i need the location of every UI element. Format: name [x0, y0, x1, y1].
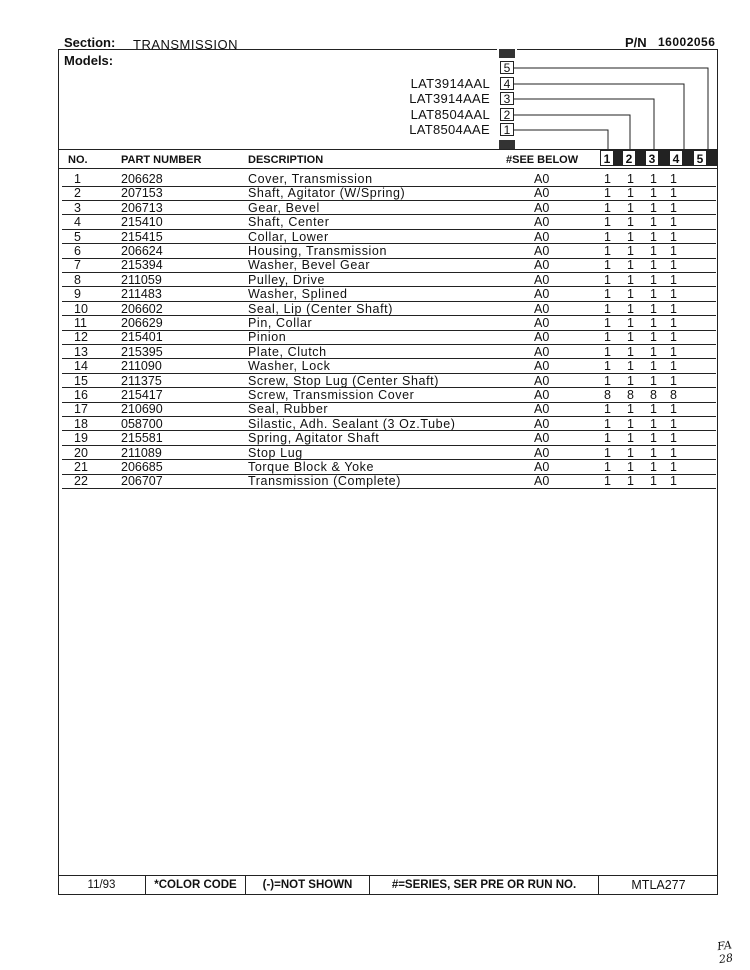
row-no: 8: [74, 272, 81, 287]
model-number-box: 2: [500, 108, 514, 121]
section-label: Section:: [64, 35, 116, 50]
row-qty-model-1: 1: [604, 200, 611, 215]
row-description: Plate, Clutch: [248, 344, 327, 359]
row-part-number: 215401: [121, 330, 163, 345]
row-qty-model-4: 1: [670, 244, 677, 258]
row-no: 17: [74, 402, 88, 417]
row-qty-model-2: 1: [627, 272, 634, 287]
row-qty-model-2: 1: [627, 460, 634, 474]
table-row: [64, 359, 716, 373]
row-qty-model-1: 1: [604, 272, 611, 287]
table-row: [64, 474, 716, 488]
col-header-separator: [659, 150, 669, 166]
col-header-separator: [614, 150, 622, 166]
row-no: 6: [74, 244, 81, 258]
model-name: LAT3914AAL: [410, 76, 490, 91]
row-no: 21: [74, 460, 88, 474]
row-see-below: A0: [534, 388, 550, 402]
col-header-model-5: 5: [693, 150, 707, 166]
row-description: Transmission (Complete): [248, 474, 401, 489]
col-header-model-1: 1: [600, 150, 614, 166]
row-description: Spring, Agitator Shaft: [248, 431, 380, 446]
row-qty-model-1: 1: [604, 460, 611, 474]
row-qty-model-4: 1: [670, 215, 677, 230]
table-row: [64, 244, 716, 258]
row-part-number: 211089: [121, 445, 162, 460]
row-part-number: 211483: [121, 287, 162, 302]
row-no: 20: [74, 445, 88, 460]
row-see-below: A0: [534, 445, 550, 460]
row-description: Torque Block & Yoke: [248, 460, 375, 474]
row-qty-model-2: 8: [627, 388, 634, 402]
row-qty-model-1: 1: [604, 431, 611, 446]
row-qty-model-3: 1: [650, 373, 657, 388]
row-qty-model-4: 1: [670, 200, 677, 215]
row-see-below: A0: [534, 301, 550, 316]
table-row: [64, 258, 716, 272]
row-qty-model-1: 1: [604, 316, 611, 330]
table-row: [64, 431, 716, 445]
row-qty-model-2: 1: [627, 316, 634, 330]
row-qty-model-3: 1: [650, 287, 657, 302]
row-qty-model-2: 1: [627, 402, 634, 417]
row-description: Screw, Transmission Cover: [248, 388, 415, 402]
row-qty-model-2: 1: [627, 416, 634, 431]
col-header-model-3: 3: [645, 150, 659, 166]
row-qty-model-2: 1: [627, 244, 634, 258]
row-qty-model-4: 1: [670, 316, 677, 330]
row-see-below: A0: [534, 272, 550, 287]
row-part-number: 210690: [121, 402, 163, 417]
table-row: [64, 460, 716, 474]
table-row: [64, 215, 716, 229]
row-qty-model-1: 1: [604, 215, 611, 230]
row-description: Cover, Transmission: [248, 172, 373, 186]
row-qty-model-2: 1: [627, 431, 634, 446]
row-description: Washer, Lock: [248, 359, 331, 374]
row-part-number: 215415: [121, 229, 163, 244]
row-no: 14: [74, 359, 88, 374]
row-qty-model-4: 1: [670, 229, 677, 244]
row-qty-model-1: 1: [604, 373, 611, 388]
row-see-below: A0: [534, 316, 550, 330]
row-qty-model-1: 1: [604, 344, 611, 359]
row-qty-model-2: 1: [627, 474, 634, 489]
row-qty-model-2: 1: [627, 373, 634, 388]
row-see-below: A0: [534, 373, 550, 388]
row-see-below: A0: [534, 172, 550, 186]
footer-date: 11/93: [58, 875, 146, 895]
row-see-below: A0: [534, 186, 550, 201]
row-see-below: A0: [534, 416, 550, 431]
row-no: 15: [74, 373, 88, 388]
row-qty-model-2: 1: [627, 445, 634, 460]
row-no: 9: [74, 287, 81, 302]
row-part-number: 206707: [121, 474, 163, 489]
table-row: [64, 172, 716, 186]
row-qty-model-3: 1: [650, 344, 657, 359]
row-qty-model-2: 1: [627, 344, 634, 359]
pn-value: 16002056: [658, 35, 716, 49]
row-qty-model-4: 1: [670, 287, 677, 302]
col-header-model-4: 4: [669, 150, 683, 166]
row-see-below: A0: [534, 474, 550, 489]
row-qty-model-3: 1: [650, 301, 657, 316]
row-qty-model-4: 1: [670, 373, 677, 388]
row-qty-model-3: 1: [650, 272, 657, 287]
row-see-below: A0: [534, 287, 550, 302]
row-qty-model-2: 1: [627, 287, 634, 302]
table-header-bottom-rule: [58, 168, 718, 169]
row-qty-model-3: 1: [650, 186, 657, 201]
model-number-box: 5: [500, 61, 514, 74]
row-qty-model-3: 1: [650, 402, 657, 417]
row-qty-model-3: 1: [650, 316, 657, 330]
row-description: Screw, Stop Lug (Center Shaft): [248, 373, 440, 388]
row-description: Pin, Collar: [248, 316, 313, 330]
row-qty-model-1: 1: [604, 445, 611, 460]
row-qty-model-2: 1: [627, 172, 634, 186]
table-row: [64, 330, 716, 344]
row-part-number: 211090: [121, 359, 162, 374]
row-description: Stop Lug: [248, 445, 303, 460]
row-part-number: 207153: [121, 186, 163, 201]
row-part-number: 215394: [121, 258, 163, 273]
table-row: [64, 417, 716, 431]
row-qty-model-4: 1: [670, 258, 677, 273]
row-qty-model-4: 1: [670, 344, 677, 359]
row-qty-model-3: 1: [650, 215, 657, 230]
row-underline: [62, 488, 716, 489]
row-description: Seal, Rubber: [248, 402, 329, 417]
row-no: 18: [74, 416, 88, 431]
row-no: 4: [74, 215, 81, 230]
table-row: [64, 345, 716, 359]
row-description: Seal, Lip (Center Shaft): [248, 301, 394, 316]
row-part-number: 211059: [121, 272, 162, 287]
row-qty-model-3: 1: [650, 200, 657, 215]
col-header-model-2: 2: [622, 150, 636, 166]
col-header-description: DESCRIPTION: [248, 154, 324, 166]
row-no: 3: [74, 200, 81, 215]
col-header-separator: [683, 150, 693, 166]
col-header-no: NO.: [68, 154, 88, 166]
row-qty-model-1: 8: [604, 388, 611, 402]
col-header-part-number: PART NUMBER: [121, 154, 202, 166]
row-description: Pulley, Drive: [248, 272, 326, 287]
model-name: LAT3914AAE: [409, 91, 490, 106]
table-row: [64, 201, 716, 215]
row-qty-model-4: 1: [670, 330, 677, 345]
row-qty-model-1: 1: [604, 330, 611, 345]
row-see-below: A0: [534, 359, 550, 374]
row-description: Silastic, Adh. Sealant (3 Oz.Tube): [248, 416, 456, 431]
row-qty-model-2: 1: [627, 200, 634, 215]
row-qty-model-4: 8: [670, 388, 677, 402]
row-qty-model-1: 1: [604, 244, 611, 258]
row-part-number: 215410: [121, 215, 163, 230]
row-qty-model-2: 1: [627, 330, 634, 345]
model-name: LAT8504AAL: [410, 107, 490, 122]
footer-series-note: #=SERIES, SER PRE OR RUN NO.: [370, 875, 599, 895]
table-row: [64, 446, 716, 460]
row-see-below: A0: [534, 215, 550, 230]
row-qty-model-1: 1: [604, 416, 611, 431]
table-row: [64, 230, 716, 244]
row-no: 5: [74, 229, 81, 244]
row-qty-model-3: 8: [650, 388, 657, 402]
row-qty-model-4: 1: [670, 359, 677, 374]
row-qty-model-4: 1: [670, 460, 677, 474]
row-qty-model-1: 1: [604, 474, 611, 489]
row-qty-model-2: 1: [627, 301, 634, 316]
row-see-below: A0: [534, 200, 550, 215]
row-qty-model-4: 1: [670, 186, 677, 201]
table-row: [64, 388, 716, 402]
row-part-number: 058700: [121, 416, 163, 431]
row-part-number: 206629: [121, 316, 163, 330]
row-part-number: 211375: [121, 373, 162, 388]
row-no: 7: [74, 258, 81, 273]
table-row: [64, 374, 716, 388]
corner-mark: FA 28: [716, 938, 734, 967]
row-qty-model-1: 1: [604, 402, 611, 417]
section-value: TRANSMISSION: [133, 37, 238, 52]
row-qty-model-4: 1: [670, 416, 677, 431]
row-qty-model-1: 1: [604, 287, 611, 302]
row-qty-model-4: 1: [670, 474, 677, 489]
model-name: LAT8504AAE: [409, 122, 490, 137]
row-qty-model-4: 1: [670, 431, 677, 446]
models-label: Models:: [64, 53, 114, 68]
row-qty-model-4: 1: [670, 301, 677, 316]
pn-label: P/N: [625, 35, 647, 50]
row-qty-model-1: 1: [604, 359, 611, 374]
table-row: [64, 273, 716, 287]
row-no: 11: [74, 316, 87, 330]
row-qty-model-2: 1: [627, 215, 634, 230]
model-number-box: 3: [500, 92, 514, 105]
row-part-number: 215581: [121, 431, 163, 446]
row-qty-model-3: 1: [650, 359, 657, 374]
row-qty-model-3: 1: [650, 229, 657, 244]
row-part-number: 206713: [121, 200, 163, 215]
row-see-below: A0: [534, 431, 550, 446]
row-see-below: A0: [534, 330, 550, 345]
row-see-below: A0: [534, 258, 550, 273]
row-qty-model-3: 1: [650, 474, 657, 489]
table-row: [64, 316, 716, 330]
row-see-below: A0: [534, 402, 550, 417]
row-description: Housing, Transmission: [248, 244, 388, 258]
row-qty-model-4: 1: [670, 172, 677, 186]
row-qty-model-2: 1: [627, 359, 634, 374]
row-qty-model-1: 1: [604, 186, 611, 201]
table-row: [64, 302, 716, 316]
row-description: Pinion: [248, 330, 287, 345]
row-qty-model-3: 1: [650, 172, 657, 186]
row-no: 16: [74, 388, 88, 402]
col-header-separator: [636, 150, 645, 166]
row-qty-model-1: 1: [604, 229, 611, 244]
row-qty-model-3: 1: [650, 460, 657, 474]
row-description: Shaft, Agitator (W/Spring): [248, 186, 406, 201]
row-qty-model-1: 1: [604, 301, 611, 316]
row-qty-model-4: 1: [670, 402, 677, 417]
row-qty-model-4: 1: [670, 272, 677, 287]
row-see-below: A0: [534, 244, 550, 258]
row-no: 2: [74, 186, 81, 201]
table-row: [64, 186, 716, 200]
row-see-below: A0: [534, 460, 550, 474]
row-see-below: A0: [534, 229, 550, 244]
footer-code: MTLA277: [631, 878, 686, 892]
row-no: 19: [74, 431, 88, 446]
footer-not-shown: (-)=NOT SHOWN: [246, 875, 370, 895]
model-number-box: 1: [500, 123, 514, 136]
row-qty-model-3: 1: [650, 330, 657, 345]
col-header-separator: [707, 150, 717, 166]
row-qty-model-3: 1: [650, 445, 657, 460]
row-qty-model-3: 1: [650, 431, 657, 446]
row-qty-model-3: 1: [650, 258, 657, 273]
row-part-number: 215395: [121, 344, 163, 359]
row-no: 10: [74, 301, 88, 316]
table-row: [64, 402, 716, 416]
row-description: Washer, Bevel Gear: [248, 258, 371, 273]
table-row: [64, 287, 716, 301]
row-qty-model-2: 1: [627, 186, 634, 201]
row-qty-model-3: 1: [650, 244, 657, 258]
row-qty-model-3: 1: [650, 416, 657, 431]
footer-color-code: *COLOR CODE: [146, 875, 246, 895]
row-no: 22: [74, 474, 88, 489]
model-number-box: 4: [500, 77, 514, 90]
row-description: Collar, Lower: [248, 229, 329, 244]
row-part-number: 206628: [121, 172, 163, 186]
row-qty-model-2: 1: [627, 258, 634, 273]
row-no: 1: [74, 172, 81, 186]
row-part-number: 215417: [121, 388, 163, 402]
row-see-below: A0: [534, 344, 550, 359]
col-header-see-below: #SEE BELOW: [506, 154, 579, 166]
row-part-number: 206602: [121, 301, 163, 316]
row-part-number: 206685: [121, 460, 163, 474]
row-qty-model-4: 1: [670, 445, 677, 460]
row-description: Washer, Splined: [248, 287, 348, 302]
row-description: Gear, Bevel: [248, 200, 320, 215]
row-part-number: 206624: [121, 244, 163, 258]
row-qty-model-2: 1: [627, 229, 634, 244]
row-description: Shaft, Center: [248, 215, 330, 230]
row-qty-model-1: 1: [604, 172, 611, 186]
row-no: 12: [74, 330, 88, 345]
row-qty-model-1: 1: [604, 258, 611, 273]
row-no: 13: [74, 344, 88, 359]
